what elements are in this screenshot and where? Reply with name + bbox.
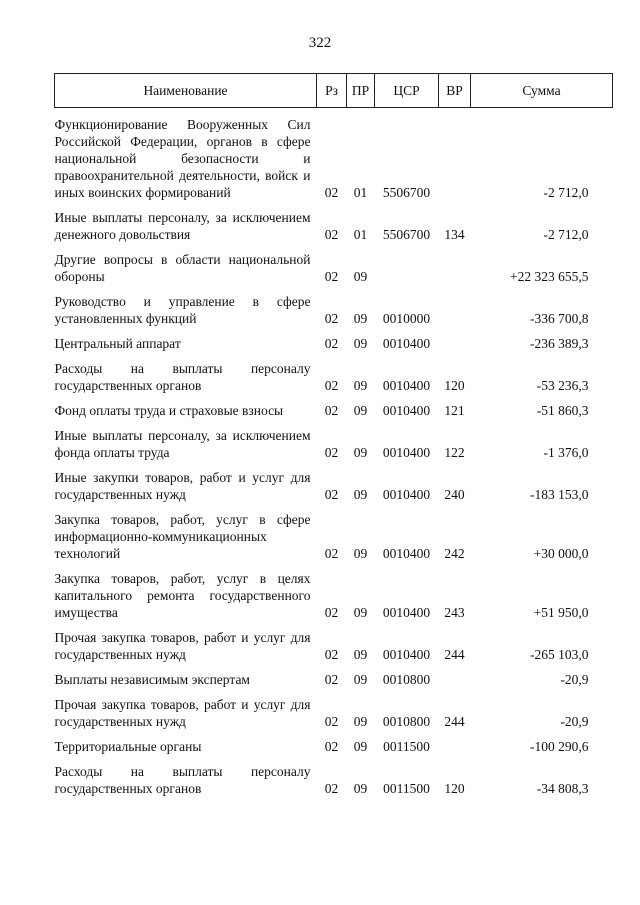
table-body [55, 108, 613, 798]
row-sum: -183 153,0 [530, 487, 589, 502]
table-header [55, 74, 613, 108]
table-row [55, 116, 613, 201]
row-name: Центральный аппарат [54, 336, 181, 351]
page-number: 322 [308, 35, 332, 51]
row-vr: 122 [444, 445, 465, 460]
table-row [55, 763, 613, 797]
row-sum: -2 712,0 [543, 227, 589, 242]
row-rz: 02 [324, 445, 339, 460]
row-spacer [55, 730, 613, 738]
row-spacer [55, 243, 613, 251]
table-row [55, 335, 613, 352]
row-pr: 09 [353, 647, 368, 662]
header-pr: ПР [347, 74, 375, 108]
row-csr: 0010800 [382, 714, 431, 729]
row-name: Закупка товаров, работ, услуг в целях капитального ремонта государственного имущества [54, 571, 311, 620]
row-name: Выплаты независимым экспертам [54, 672, 250, 687]
row-rz: 02 [324, 739, 339, 754]
row-pr: 01 [353, 185, 368, 200]
row-sum: -236 389,3 [530, 336, 589, 351]
row-rz: 02 [324, 672, 339, 687]
row-name: Фонд оплаты труда и страховые взносы [54, 403, 284, 418]
row-name: Прочая закупка товаров, работ и услуг для государственных нужд [54, 630, 311, 662]
row-spacer [55, 327, 613, 335]
row-spacer-cell [55, 394, 613, 402]
row-sum: -53 236,3 [536, 378, 589, 393]
row-csr: 0010400 [382, 605, 431, 620]
row-pr: 09 [353, 378, 368, 393]
row-vr: 121 [444, 403, 465, 418]
row-name: Иные выплаты персоналу, за исключением фонда оплаты труда [54, 428, 311, 460]
row-spacer-cell [55, 621, 613, 629]
row-pr: 09 [353, 487, 368, 502]
row-pr: 01 [353, 227, 368, 242]
row-csr: 0011500 [383, 781, 430, 796]
row-sum: +22 323 655,5 [510, 269, 589, 284]
row-rz: 02 [324, 185, 339, 200]
row-vr: 244 [444, 647, 465, 662]
row-spacer [55, 562, 613, 570]
row-pr: 09 [353, 445, 368, 460]
table-row [55, 209, 613, 243]
budget-table [54, 73, 613, 797]
row-name: Другие вопросы в области национальной обороны [54, 252, 311, 284]
row-spacer-cell [55, 419, 613, 427]
row-spacer [55, 688, 613, 696]
row-name: Иные выплаты персоналу, за исключением денежного довольствия [54, 210, 311, 242]
row-pr: 09 [353, 311, 368, 326]
row-pr: 09 [353, 739, 368, 754]
row-rz: 02 [324, 269, 339, 284]
row-csr: 0010400 [382, 647, 431, 662]
table-row [55, 469, 613, 503]
row-sum: -336 700,8 [530, 311, 589, 326]
row-sum: -20,9 [560, 714, 589, 729]
row-name: Расходы на выплаты персоналу государственных органов [54, 764, 311, 796]
row-csr: 0011500 [383, 739, 430, 754]
row-sum: -51 860,3 [536, 403, 589, 418]
row-sum: +30 000,0 [533, 546, 589, 561]
row-name: Прочая закупка товаров, работ и услуг для государственных нужд [54, 697, 311, 729]
header-name: Наименование [55, 74, 317, 108]
table-row [55, 360, 613, 394]
row-spacer-cell [55, 461, 613, 469]
row-name: Закупка товаров, работ, услуг в сфере информационно-коммуникационных технологий [54, 512, 311, 561]
row-rz: 02 [324, 336, 339, 351]
row-vr: 120 [444, 378, 465, 393]
row-spacer [55, 108, 613, 117]
row-rz: 02 [324, 546, 339, 561]
row-sum: +51 950,0 [533, 605, 589, 620]
header-row [55, 74, 613, 108]
row-vr [439, 251, 471, 285]
row-spacer [55, 419, 613, 427]
row-pr: 09 [353, 269, 368, 284]
table-row [55, 738, 613, 755]
row-sum: -34 808,3 [536, 781, 589, 796]
row-spacer-cell [55, 108, 613, 117]
row-vr [439, 335, 471, 352]
row-spacer-cell [55, 688, 613, 696]
row-spacer [55, 461, 613, 469]
row-vr: 242 [444, 546, 465, 561]
row-csr: 0010400 [382, 546, 431, 561]
row-rz: 02 [324, 781, 339, 796]
table-row [55, 511, 613, 562]
row-csr: 0010400 [382, 445, 431, 460]
row-pr: 09 [353, 546, 368, 561]
row-name: Функционирование Вооруженных Сил Российской Федерации, органов в сфере национальной безопасности и правоохранительной деятельности, войск и иных воинских формирований [54, 117, 311, 200]
row-vr [439, 738, 471, 755]
row-vr: 134 [444, 227, 465, 242]
row-spacer-cell [55, 201, 613, 209]
row-pr: 09 [353, 672, 368, 687]
row-rz: 02 [324, 714, 339, 729]
row-spacer [55, 503, 613, 511]
row-rz: 02 [324, 647, 339, 662]
row-spacer [55, 285, 613, 293]
row-spacer [55, 755, 613, 763]
row-name: Иные закупки товаров, работ и услуг для государственных нужд [54, 470, 311, 502]
row-pr: 09 [353, 714, 368, 729]
row-spacer-cell [55, 327, 613, 335]
row-csr: 0010400 [382, 378, 431, 393]
row-spacer-cell [55, 243, 613, 251]
row-pr: 09 [353, 605, 368, 620]
row-csr: 0010800 [382, 672, 431, 687]
table-row [55, 671, 613, 688]
row-vr: 120 [444, 781, 465, 796]
row-vr [439, 116, 471, 201]
row-sum: -100 290,6 [530, 739, 589, 754]
row-spacer-cell [55, 730, 613, 738]
table-row [55, 402, 613, 419]
row-csr: 5506700 [382, 227, 431, 242]
row-spacer-cell [55, 562, 613, 570]
table-row [55, 251, 613, 285]
row-spacer-cell [55, 663, 613, 671]
row-pr: 09 [353, 403, 368, 418]
header-rz: Рз [317, 74, 347, 108]
row-vr [439, 293, 471, 327]
header-sum: Сумма [471, 74, 613, 108]
row-csr: 0010400 [382, 403, 431, 418]
row-pr: 09 [353, 336, 368, 351]
row-rz: 02 [324, 378, 339, 393]
row-rz: 02 [324, 311, 339, 326]
table-row [55, 427, 613, 461]
row-spacer-cell [55, 503, 613, 511]
table-row [55, 696, 613, 730]
row-vr: 244 [444, 714, 465, 729]
row-spacer-cell [55, 285, 613, 293]
table-row [55, 293, 613, 327]
row-spacer [55, 663, 613, 671]
row-csr [375, 251, 439, 285]
row-name: Расходы на выплаты персоналу государственных органов [54, 361, 311, 393]
row-sum: -265 103,0 [530, 647, 589, 662]
table-row [55, 629, 613, 663]
row-csr: 0010400 [382, 336, 431, 351]
row-csr: 0010400 [382, 487, 431, 502]
row-pr: 09 [353, 781, 368, 796]
header-csr: ЦСР [375, 74, 439, 108]
row-rz: 02 [324, 487, 339, 502]
header-vr: ВР [439, 74, 471, 108]
row-spacer [55, 394, 613, 402]
row-spacer [55, 621, 613, 629]
table-row [55, 570, 613, 621]
row-sum: -20,9 [560, 672, 589, 687]
row-csr: 0010000 [382, 311, 431, 326]
row-name: Руководство и управление в сфере установленных функций [54, 294, 311, 326]
row-sum: -1 376,0 [543, 445, 589, 460]
row-sum: -2 712,0 [543, 185, 589, 200]
row-rz: 02 [324, 403, 339, 418]
row-spacer-cell [55, 755, 613, 763]
row-csr: 5506700 [382, 185, 431, 200]
row-vr: 240 [444, 487, 465, 502]
row-name: Территориальные органы [54, 739, 202, 754]
row-vr: 243 [444, 605, 465, 620]
row-spacer-cell [55, 352, 613, 360]
row-spacer [55, 352, 613, 360]
row-rz: 02 [324, 227, 339, 242]
row-rz: 02 [324, 605, 339, 620]
row-spacer [55, 201, 613, 209]
row-vr [439, 671, 471, 688]
